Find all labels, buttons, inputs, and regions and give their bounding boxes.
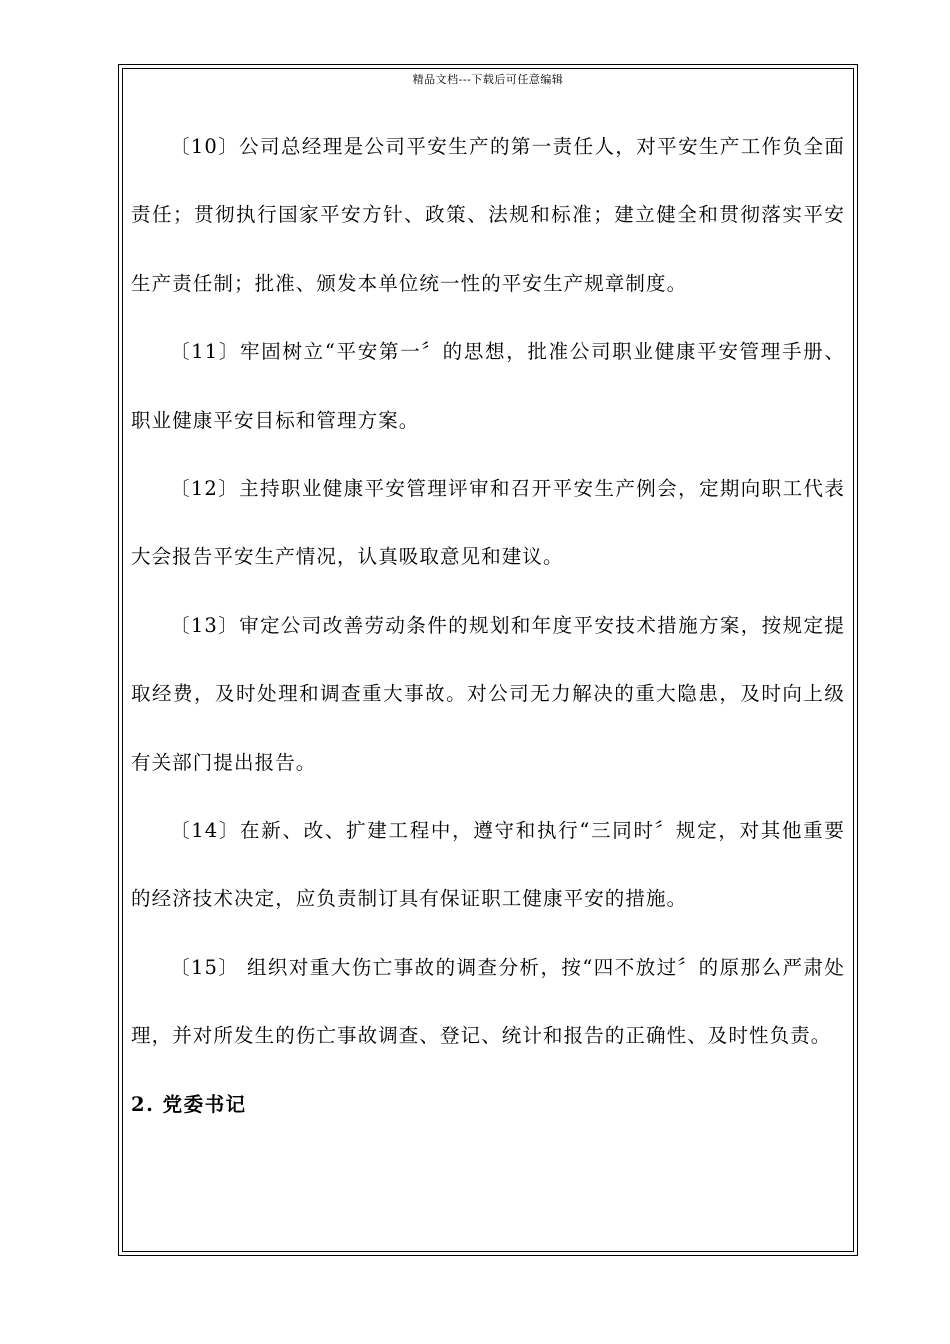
page-frame-inner — [122, 68, 854, 1252]
page-frame — [118, 64, 858, 1256]
paragraph-item-15: 〔15〕 组织对重大伤亡事故的调查分析，按“四不放过〞的原那么严肃处理，并对所发生的伤亡事故调查、登记、统计和报告的正确性、及时性负责。 — [131, 955, 845, 1048]
paragraph-item-12: 〔12〕主持职业健康平安管理评审和召开平安生产例会，定期向职工代表大会报告平安生产情况，认真吸取意见和建议。 — [131, 477, 845, 569]
paragraph-item-10: 〔10〕公司总经理是公司平安生产的第一责任人，对平安生产工作负全面责任；贯彻执行国家平安方针、政策、法规和标准；建立健全和贯彻落实平安生产责任制；批准、颁发本单位统一性的平安生产规章制度。 — [131, 135, 845, 295]
page-header: 精品文档---下载后可任意编辑 — [412, 73, 564, 86]
document-body — [131, 113, 845, 1139]
section-heading: 2. 党委书记 — [131, 1092, 247, 1116]
paragraph-item-13: 〔13〕审定公司改善劳动条件的规划和年度平安技术措施方案，按规定提取经费，及时处理和调查重大事故。对公司无力解决的重大隐患，及时向上级有关部门提出报告。 — [131, 613, 845, 774]
paragraph-item-14: 〔14〕在新、改、扩建工程中，遵守和执行“三同时〞规定，对其他重要的经济技术决定，应负责制订具有保证职工健康平安的措施。 — [131, 819, 845, 911]
paragraph-item-11: 〔11〕牢固树立“平安第一〞的思想，批准公司职业健康平安管理手册、职业健康平安目标和管理方案。 — [131, 340, 845, 432]
